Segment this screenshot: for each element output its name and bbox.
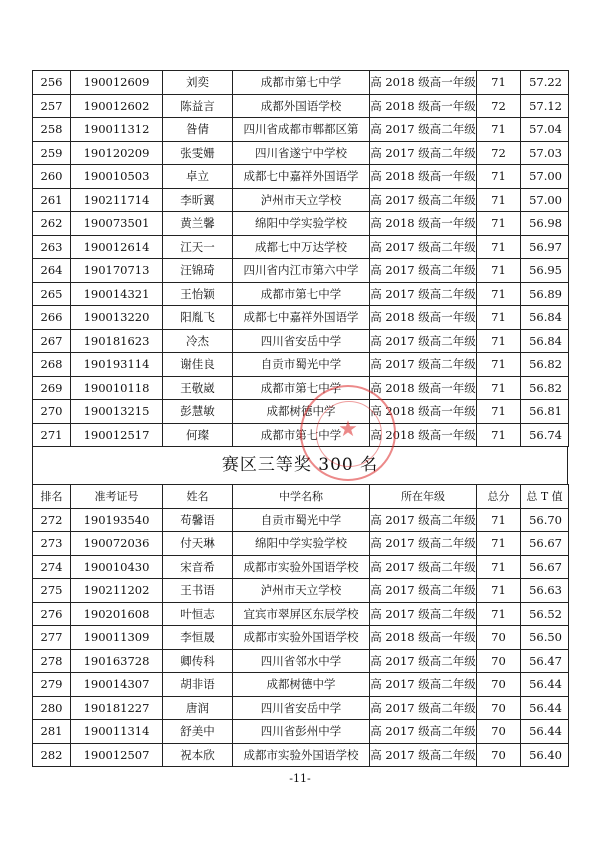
table-cell: 274 — [33, 555, 71, 579]
table-cell: 71 — [477, 602, 521, 626]
table-row — [33, 376, 569, 400]
table-cell: 四川省邻水中学 — [233, 649, 370, 673]
page-number: -11- — [289, 772, 311, 785]
table-row — [33, 259, 569, 283]
table-cell: 泸州市天立学校 — [233, 188, 370, 212]
table-cell: 56.89 — [521, 282, 569, 306]
table-cell: 266 — [33, 306, 71, 330]
table-cell: 190193540 — [71, 508, 163, 532]
column-header: 排名 — [33, 485, 71, 509]
table-cell: 江天一 — [163, 235, 233, 259]
table-cell: 56.40 — [521, 743, 569, 767]
column-header: 中学名称 — [233, 485, 370, 509]
column-header: 姓名 — [163, 485, 233, 509]
table-cell: 四川省彭州中学 — [233, 720, 370, 744]
table-cell: 李恒晟 — [163, 626, 233, 650]
table-cell: 270 — [33, 400, 71, 424]
table-cell: 190011312 — [71, 118, 163, 142]
table-cell: 70 — [477, 696, 521, 720]
table-cell: 262 — [33, 212, 71, 236]
table-cell: 71 — [477, 235, 521, 259]
table-cell: 258 — [33, 118, 71, 142]
table-cell: 57.00 — [521, 165, 569, 189]
table-cell: 张雯姗 — [163, 141, 233, 165]
table-cell: 190193114 — [71, 353, 163, 377]
table-cell: 高 2018 级高一年级 — [370, 165, 477, 189]
table-cell: 成都市第七中学 — [233, 282, 370, 306]
table-cell: 王怡颖 — [163, 282, 233, 306]
table-row — [33, 71, 569, 95]
table-cell: 56.95 — [521, 259, 569, 283]
table-cell: 190201608 — [71, 602, 163, 626]
table-cell: 56.52 — [521, 602, 569, 626]
table-cell: 71 — [477, 423, 521, 447]
table-cell: 190011314 — [71, 720, 163, 744]
table-cell: 190120209 — [71, 141, 163, 165]
table-row — [33, 743, 569, 767]
table-cell: 278 — [33, 649, 71, 673]
table-cell: 高 2018 级高一年级 — [370, 626, 477, 650]
table-cell: 71 — [477, 329, 521, 353]
table-cell: 71 — [477, 400, 521, 424]
table-cell: 256 — [33, 71, 71, 95]
table-cell: 56.44 — [521, 720, 569, 744]
table-cell: 273 — [33, 532, 71, 556]
table-cell: 190163728 — [71, 649, 163, 673]
table-cell: 276 — [33, 602, 71, 626]
table-cell: 王书语 — [163, 579, 233, 603]
table-cell: 190012507 — [71, 743, 163, 767]
table-cell: 263 — [33, 235, 71, 259]
table-cell: 267 — [33, 329, 71, 353]
table-cell: 264 — [33, 259, 71, 283]
table-cell: 71 — [477, 212, 521, 236]
table-cell: 高 2017 级高二年级 — [370, 141, 477, 165]
table-row — [33, 532, 569, 556]
table-cell: 257 — [33, 94, 71, 118]
table-row — [33, 165, 569, 189]
table-cell: 190211202 — [71, 579, 163, 603]
table-cell: 自贡市蜀光中学 — [233, 508, 370, 532]
table-cell: 71 — [477, 165, 521, 189]
table-cell: 71 — [477, 555, 521, 579]
table-cell: 泸州市天立学校 — [233, 579, 370, 603]
table-cell: 72 — [477, 141, 521, 165]
table-cell: 190012517 — [71, 423, 163, 447]
table-cell: 259 — [33, 141, 71, 165]
results-table-bottom — [32, 484, 569, 767]
table-cell: 190181227 — [71, 696, 163, 720]
table-cell: 成都七中万达学校 — [233, 235, 370, 259]
table-cell: 70 — [477, 720, 521, 744]
table-cell: 苟馨语 — [163, 508, 233, 532]
table-cell: 279 — [33, 673, 71, 697]
table-cell: 190181623 — [71, 329, 163, 353]
table-cell: 成都市实验外国语学校 — [233, 555, 370, 579]
table-row — [33, 508, 569, 532]
table-cell: 高 2017 级高二年级 — [370, 259, 477, 283]
table-row — [33, 353, 569, 377]
section-title: 赛区三等奖 300 名 — [32, 447, 568, 484]
table-cell: 高 2018 级高一年级 — [370, 400, 477, 424]
table-cell: 高 2017 级高二年级 — [370, 188, 477, 212]
table-cell: 57.12 — [521, 94, 569, 118]
table-cell: 绵阳中学实验学校 — [233, 212, 370, 236]
table-cell: 高 2017 级高二年级 — [370, 282, 477, 306]
table-cell: 四川省安岳中学 — [233, 329, 370, 353]
table-cell: 高 2018 级高一年级 — [370, 423, 477, 447]
table-cell: 57.22 — [521, 71, 569, 95]
table-cell: 269 — [33, 376, 71, 400]
table-row — [33, 118, 569, 142]
table-cell: 71 — [477, 306, 521, 330]
table-cell: 72 — [477, 94, 521, 118]
table-row — [33, 282, 569, 306]
table-cell: 280 — [33, 696, 71, 720]
table-cell: 绵阳中学实验学校 — [233, 532, 370, 556]
results-sheet — [32, 70, 568, 767]
table-cell: 昝倩 — [163, 118, 233, 142]
table-cell: 190170713 — [71, 259, 163, 283]
table-cell: 56.44 — [521, 696, 569, 720]
table-cell: 何璨 — [163, 423, 233, 447]
table-cell: 56.44 — [521, 673, 569, 697]
table-cell: 高 2017 级高二年级 — [370, 329, 477, 353]
table-cell: 56.82 — [521, 353, 569, 377]
table-row — [33, 696, 569, 720]
table-cell: 舒美中 — [163, 720, 233, 744]
table-cell: 四川省安岳中学 — [233, 696, 370, 720]
table-cell: 高 2018 级高一年级 — [370, 212, 477, 236]
table-row — [33, 720, 569, 744]
table-cell: 成都市第七中学 — [233, 376, 370, 400]
table-cell: 56.63 — [521, 579, 569, 603]
table-cell: 刘奕 — [163, 71, 233, 95]
table-cell: 成都树德中学 — [233, 400, 370, 424]
table-cell: 56.84 — [521, 329, 569, 353]
table-cell: 王敬崴 — [163, 376, 233, 400]
table-row — [33, 579, 569, 603]
table-cell: 成都树德中学 — [233, 673, 370, 697]
table-cell: 56.84 — [521, 306, 569, 330]
table-cell: 190010503 — [71, 165, 163, 189]
table-cell: 57.00 — [521, 188, 569, 212]
table-cell: 268 — [33, 353, 71, 377]
table-cell: 高 2017 级高二年级 — [370, 649, 477, 673]
table-cell: 唐润 — [163, 696, 233, 720]
column-header: 总分 — [477, 485, 521, 509]
table-cell: 高 2017 级高二年级 — [370, 673, 477, 697]
table-cell: 四川省内江市第六中学 — [233, 259, 370, 283]
table-cell: 汪锦琦 — [163, 259, 233, 283]
table-cell: 57.04 — [521, 118, 569, 142]
table-row — [33, 212, 569, 236]
table-cell: 271 — [33, 423, 71, 447]
table-cell: 71 — [477, 376, 521, 400]
table-cell: 272 — [33, 508, 71, 532]
table-cell: 71 — [477, 532, 521, 556]
table-cell: 四川省成都市郫都区第 — [233, 118, 370, 142]
seal-star-icon: ★ — [338, 417, 358, 442]
table-cell: 高 2017 级高二年级 — [370, 579, 477, 603]
table-cell: 宋音希 — [163, 555, 233, 579]
table-row — [33, 602, 569, 626]
table-cell: 71 — [477, 71, 521, 95]
table-cell: 高 2017 级高二年级 — [370, 532, 477, 556]
table-cell: 70 — [477, 649, 521, 673]
table-cell: 叶恒志 — [163, 602, 233, 626]
results-table-top — [32, 70, 569, 447]
table-cell: 高 2018 级高一年级 — [370, 306, 477, 330]
table-cell: 56.82 — [521, 376, 569, 400]
table-cell: 成都市第七中学 — [233, 423, 370, 447]
table-cell: 高 2017 级高二年级 — [370, 743, 477, 767]
table-cell: 成都七中嘉祥外国语学 — [233, 306, 370, 330]
table-cell: 190014307 — [71, 673, 163, 697]
table-cell: 190073501 — [71, 212, 163, 236]
table-cell: 高 2017 级高二年级 — [370, 602, 477, 626]
table-cell: 71 — [477, 508, 521, 532]
table-cell: 56.67 — [521, 555, 569, 579]
table-row — [33, 141, 569, 165]
table-cell: 56.47 — [521, 649, 569, 673]
table-cell: 56.97 — [521, 235, 569, 259]
table-cell: 卓立 — [163, 165, 233, 189]
table-cell: 成都市实验外国语学校 — [233, 743, 370, 767]
table-cell: 成都市实验外国语学校 — [233, 626, 370, 650]
table-cell: 四川省遂宁中学校 — [233, 141, 370, 165]
table-cell: 彭慧敏 — [163, 400, 233, 424]
table-cell: 高 2018 级高一年级 — [370, 94, 477, 118]
table-cell: 冷杰 — [163, 329, 233, 353]
table-cell: 71 — [477, 282, 521, 306]
table-cell: 陈益言 — [163, 94, 233, 118]
table-cell: 190211714 — [71, 188, 163, 212]
table-cell: 265 — [33, 282, 71, 306]
table-row — [33, 626, 569, 650]
column-header: 总 T 值 — [521, 485, 569, 509]
table-cell: 黄兰馨 — [163, 212, 233, 236]
table-header-row — [33, 485, 569, 509]
table-cell: 高 2018 级高一年级 — [370, 71, 477, 95]
table-row — [33, 94, 569, 118]
table-cell: 190014321 — [71, 282, 163, 306]
table-cell: 260 — [33, 165, 71, 189]
table-cell: 祝本欣 — [163, 743, 233, 767]
table-row — [33, 235, 569, 259]
table-cell: 高 2017 级高二年级 — [370, 508, 477, 532]
table-cell: 190011309 — [71, 626, 163, 650]
table-cell: 190072036 — [71, 532, 163, 556]
table-cell: 56.70 — [521, 508, 569, 532]
table-cell: 56.81 — [521, 400, 569, 424]
table-cell: 高 2017 级高二年级 — [370, 235, 477, 259]
table-cell: 282 — [33, 743, 71, 767]
table-cell: 宜宾市翠屏区东辰学校 — [233, 602, 370, 626]
table-cell: 71 — [477, 579, 521, 603]
table-cell: 71 — [477, 353, 521, 377]
table-cell: 70 — [477, 673, 521, 697]
table-row — [33, 400, 569, 424]
table-cell: 190012602 — [71, 94, 163, 118]
table-cell: 275 — [33, 579, 71, 603]
table-cell: 190013220 — [71, 306, 163, 330]
table-cell: 56.74 — [521, 423, 569, 447]
table-cell: 190012609 — [71, 71, 163, 95]
table-row — [33, 673, 569, 697]
table-row — [33, 329, 569, 353]
table-cell: 56.67 — [521, 532, 569, 556]
table-cell: 70 — [477, 626, 521, 650]
table-cell: 71 — [477, 118, 521, 142]
table-cell: 高 2017 级高二年级 — [370, 353, 477, 377]
table-cell: 成都外国语学校 — [233, 94, 370, 118]
table-cell: 281 — [33, 720, 71, 744]
table-cell: 190010430 — [71, 555, 163, 579]
table-cell: 谢佳良 — [163, 353, 233, 377]
table-row — [33, 555, 569, 579]
table-cell: 卿传科 — [163, 649, 233, 673]
table-cell: 胡非语 — [163, 673, 233, 697]
table-cell: 付天琳 — [163, 532, 233, 556]
table-cell: 高 2017 级高二年级 — [370, 696, 477, 720]
table-row — [33, 188, 569, 212]
table-cell: 阳胤飞 — [163, 306, 233, 330]
table-cell: 成都市第七中学 — [233, 71, 370, 95]
table-cell: 李昕翼 — [163, 188, 233, 212]
table-cell: 成都七中嘉祥外国语学 — [233, 165, 370, 189]
column-header: 所在年级 — [370, 485, 477, 509]
table-cell: 190013215 — [71, 400, 163, 424]
table-cell: 高 2018 级高一年级 — [370, 376, 477, 400]
table-cell: 高 2017 级高二年级 — [370, 720, 477, 744]
table-cell: 190012614 — [71, 235, 163, 259]
table-cell: 高 2017 级高二年级 — [370, 555, 477, 579]
table-cell: 71 — [477, 188, 521, 212]
table-row — [33, 423, 569, 447]
table-cell: 70 — [477, 743, 521, 767]
table-cell: 57.03 — [521, 141, 569, 165]
table-cell: 56.98 — [521, 212, 569, 236]
table-row — [33, 649, 569, 673]
column-header: 准考证号 — [71, 485, 163, 509]
table-cell: 190010118 — [71, 376, 163, 400]
table-cell: 261 — [33, 188, 71, 212]
table-cell: 277 — [33, 626, 71, 650]
table-cell: 高 2017 级高二年级 — [370, 118, 477, 142]
table-row — [33, 306, 569, 330]
table-cell: 56.50 — [521, 626, 569, 650]
table-cell: 自贡市蜀光中学 — [233, 353, 370, 377]
table-cell: 71 — [477, 259, 521, 283]
